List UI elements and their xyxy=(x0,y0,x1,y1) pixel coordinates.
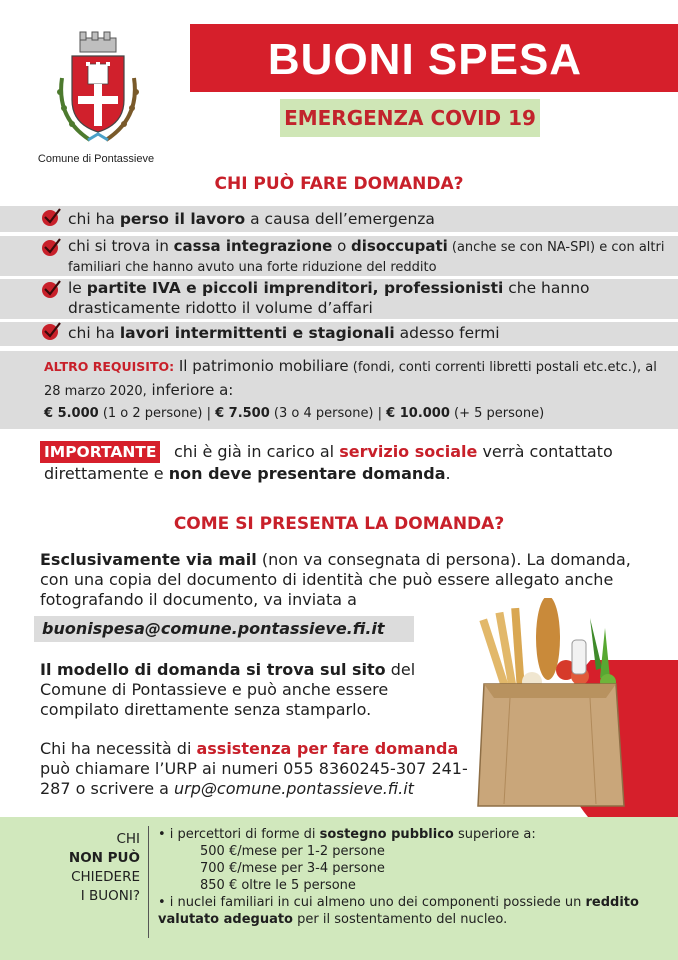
threshold-3: 850 € oltre le 5 persone xyxy=(200,878,356,893)
page-title: BUONI SPESA xyxy=(267,35,583,84)
application-email-link[interactable]: buonispesa@comune.pontassieve.fi.it xyxy=(42,619,385,638)
threshold-1: 500 €/mese per 1-2 persone xyxy=(200,844,385,859)
how-paragraph-1: Esclusivamente via mail (non va consegnata di persona). La domanda, con una copia del documento di identità che può essere allegato anche fotografando il documento, va inviata a xyxy=(40,550,631,609)
who-item-3: le partite IVA e piccoli imprenditori, professionisti che hanno drasticamente ridotto il volume d’affari xyxy=(68,279,590,317)
checkmark-icon xyxy=(40,236,62,258)
urp-email-link[interactable]: urp@comune.pontassieve.fi.it xyxy=(174,779,414,798)
who-item-2: chi si trova in cassa integrazione o disoccupati (anche se con NA-SPI) e con altri familiari che hanno avuto una forte riduzione del reddito xyxy=(68,237,665,275)
how-paragraph-2: Il modello di domanda si trova sul sito del Comune di Pontassieve e può anche essere compilato direttamente senza stamparlo. xyxy=(40,660,416,719)
who-section-title: CHI PUÒ FARE DOMANDA? xyxy=(214,174,464,194)
checkmark-icon xyxy=(40,278,62,300)
comune-label: Comune di Pontassieve xyxy=(37,153,155,165)
important-text: chi è già in carico al servizio sociale verrà contattato direttamente e non deve presentare domanda. xyxy=(44,442,613,483)
requirement-text: ALTRO REQUISITO: Il patrimonio mobiliare (fondi, conti correnti libretti postali etc.etc.), al 28 marzo 2020, inferiore a: € 5.000 (1 o 2 persone) | € 7.500 (3 o 4 persone) | € 10.000 (+ 5 persone) xyxy=(44,357,657,421)
page-subtitle: EMERGENZA COVID 19 xyxy=(284,106,536,130)
checkmark-icon xyxy=(40,320,62,342)
grocery-bag-illustration xyxy=(470,598,630,808)
who-item-1: chi ha perso il lavoro a causa dell’emergenza xyxy=(68,210,435,228)
who-item-4: chi ha lavori intermittenti e stagionali adesso fermi xyxy=(68,324,500,342)
exclusions-divider xyxy=(148,826,149,938)
exclusions-heading: CHI NON PUÒ CHIEDERE I BUONI? xyxy=(68,831,140,904)
how-paragraph-3: Chi ha necessità di assistenza per fare domanda può chiamare l’URP ai numeri 055 8360245-307 241-287 o scrivere a urp@comune.pontassieve.fi.it xyxy=(40,739,468,798)
how-section-title: COME SI PRESENTA LA DOMANDA? xyxy=(173,514,505,534)
threshold-2: 700 €/mese per 3-4 persone xyxy=(200,861,385,876)
checkmark-icon xyxy=(40,206,62,228)
important-tag: IMPORTANTE xyxy=(40,441,160,463)
exclusions-list: • i percettori di forme di sostegno pubblico superiore a: 500 €/mese per 1-2 persone 700 €/mese per 3-4 persone 850 € oltre le 5 persone • i nuclei familiari in cui almeno uno dei componenti possiede un reddito valutato adeguato per il sostentamento del nucleo. xyxy=(158,826,668,928)
comune-crest-logo xyxy=(40,28,155,153)
